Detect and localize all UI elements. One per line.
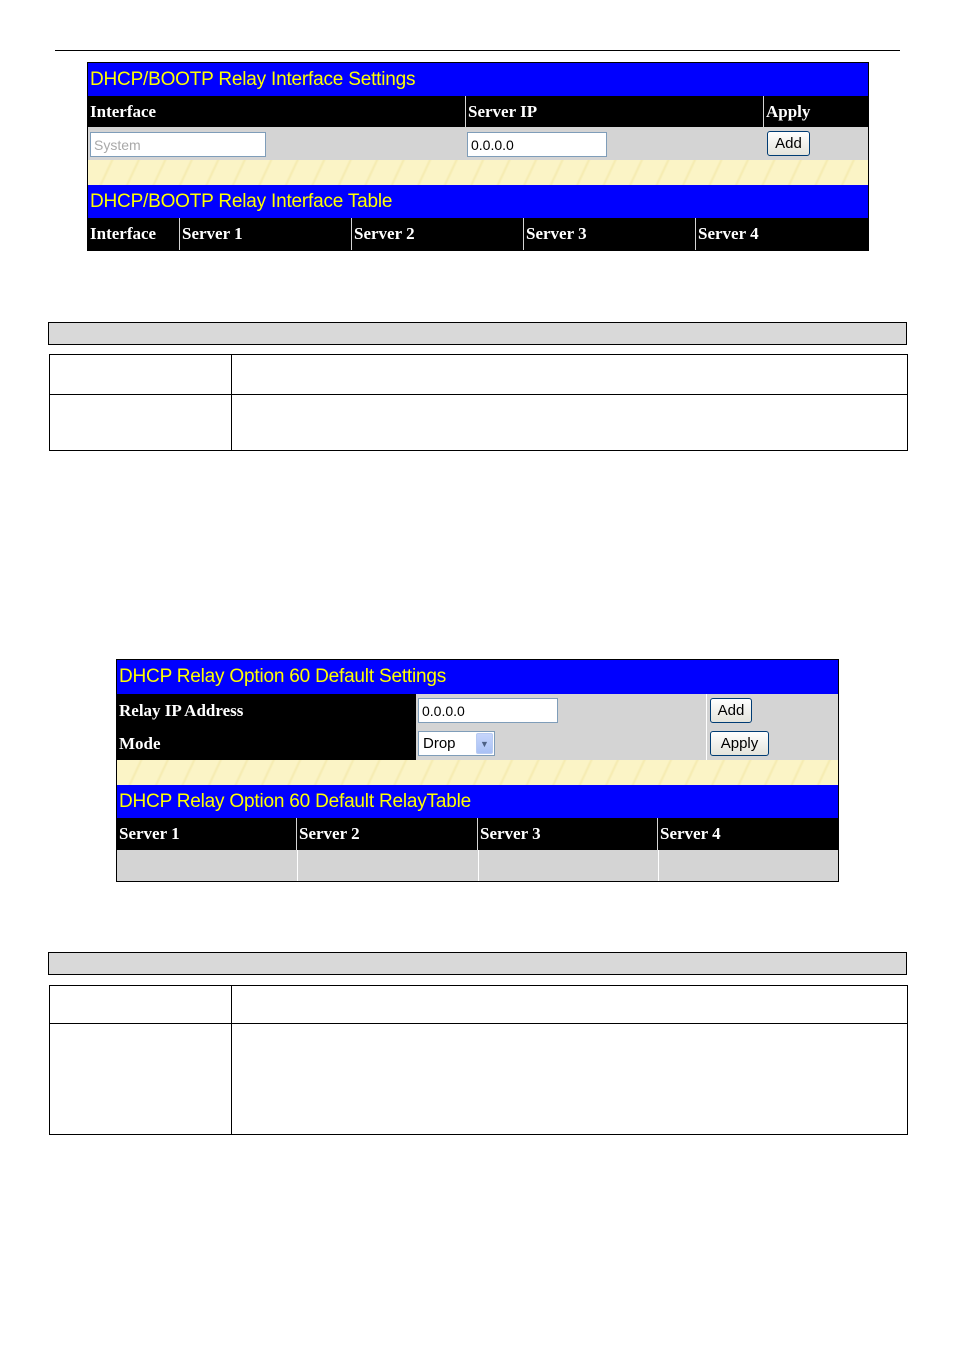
cell-divider [706,727,707,760]
header-apply: Apply [766,101,811,121]
decorative-band [117,760,838,785]
col-server-2: Server 2 [352,218,524,250]
interface-input[interactable]: System [90,132,266,157]
table-divider [231,355,232,450]
chevron-down-icon[interactable]: ▼ [476,733,493,754]
add-button[interactable]: Add [767,131,810,156]
table-divider [50,394,907,395]
relay-ip-row [117,694,838,727]
relay-table-header-row [117,818,838,850]
server-ip-input[interactable]: 0.0.0.0 [467,132,607,157]
col-server-2: Server 2 [297,818,478,850]
relay-ip-label: Relay IP Address [117,694,416,727]
add-button[interactable]: Add [710,698,752,723]
parameter-table-1-header [48,322,907,345]
parameter-table-1 [49,354,908,451]
table-title: DHCP/BOOTP Relay Interface Table [88,185,868,218]
parameter-table-2 [49,985,908,1135]
mode-label: Mode [117,727,416,760]
mode-select-value: Drop [423,735,456,752]
cell-divider [478,850,479,881]
settings-header-row [88,96,868,127]
table-header-row [88,218,868,250]
cell-divider [706,694,707,727]
settings-input-row [88,127,868,160]
col-server-3: Server 3 [524,218,696,250]
col-server-4: Server 4 [660,824,721,843]
option60-default-settings-panel [116,659,839,882]
mode-cell [416,727,838,760]
page-top-rule [55,50,900,51]
relay-ip-cell [416,694,838,727]
col-server-1: Server 1 [117,818,297,850]
relay-table-empty-row [117,850,838,881]
table-title: DHCP Relay Option 60 Default RelayTable [117,785,838,818]
parameter-table-2-header [48,952,907,975]
table-divider [231,986,232,1134]
mode-select[interactable] [418,731,495,756]
relay-ip-input[interactable]: 0.0.0.0 [418,698,558,723]
cell-divider [658,850,659,881]
cell-divider [297,850,298,881]
relay-interface-settings-panel [87,62,869,251]
header-server-ip: Server IP [466,96,764,127]
panel-title: DHCP/BOOTP Relay Interface Settings [88,63,868,96]
header-interface: Interface [88,96,466,127]
decorative-band [88,160,868,185]
table-divider [50,1023,907,1024]
apply-button[interactable]: Apply [710,731,769,756]
panel-title: DHCP Relay Option 60 Default Settings [117,660,838,694]
col-server-3: Server 3 [478,818,658,850]
col-server-4: Server 4 [698,224,759,243]
col-server-1: Server 1 [180,218,352,250]
mode-row [117,727,838,760]
col-interface: Interface [88,218,180,250]
